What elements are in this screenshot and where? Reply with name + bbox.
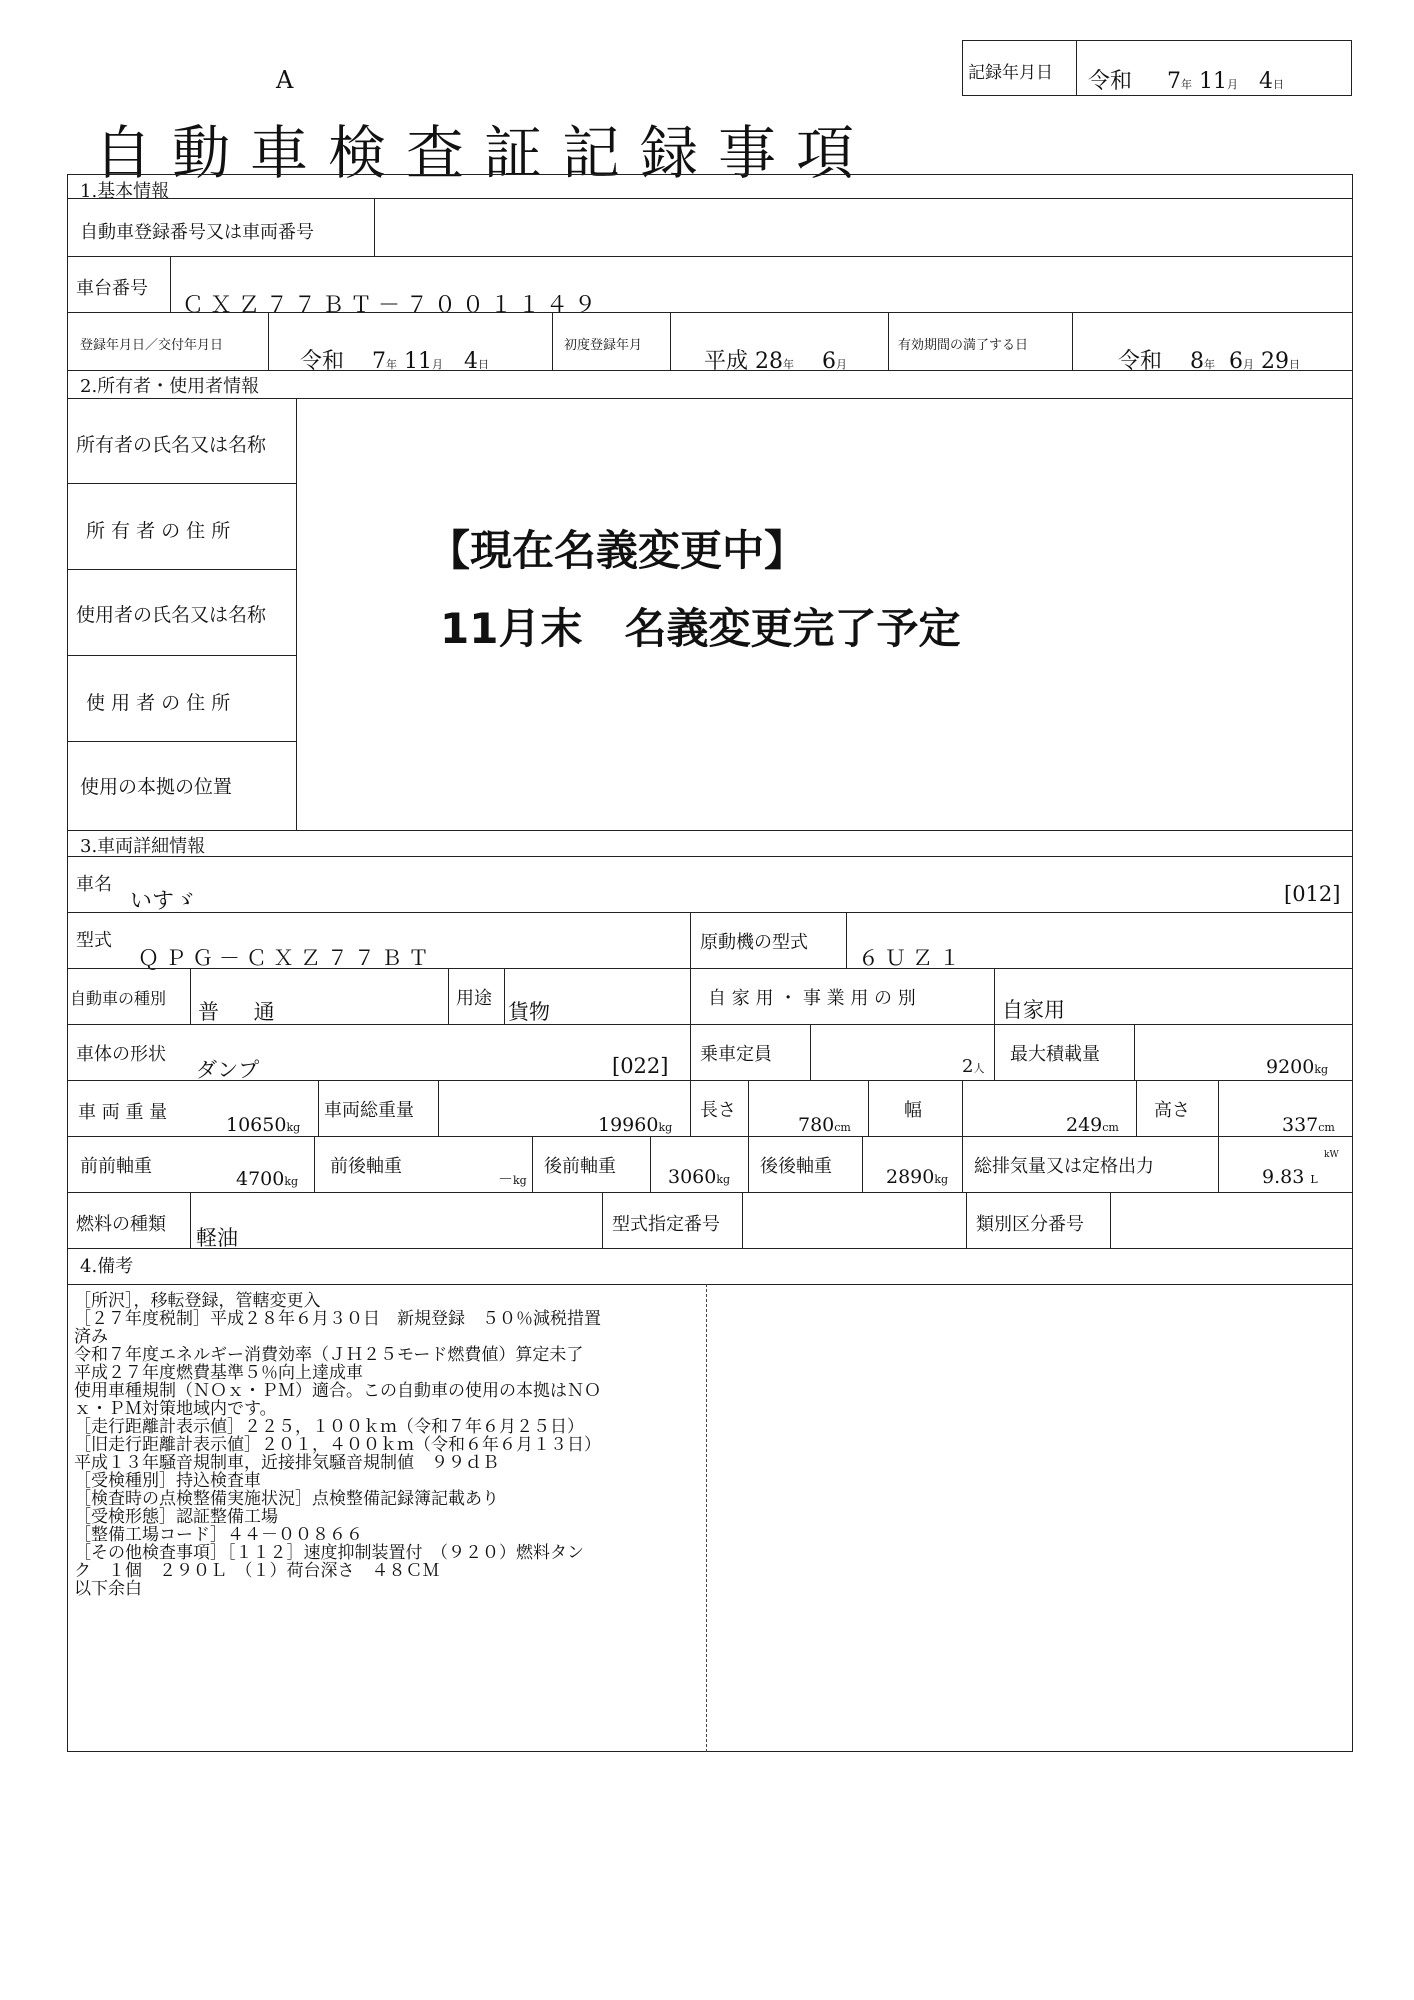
expiry-label: 有効期間の満了する日 <box>898 338 1029 353</box>
owner-name-label: 所有者の氏名又は名称 <box>76 434 267 456</box>
user-name-label: 使用者の氏名又は名称 <box>76 604 267 626</box>
ff-axle-value: 4700kg <box>236 1168 299 1190</box>
height-label: 高さ <box>1154 1100 1190 1121</box>
body-code: [022] <box>612 1054 669 1078</box>
car-name-code: [012] <box>1284 882 1341 906</box>
body-label: 車体の形状 <box>76 1044 166 1065</box>
use-value: 貨物 <box>508 1000 550 1024</box>
chassis-value: ＣＸＺ７７ＢＴ－７００１１４９ <box>182 293 603 318</box>
car-name-value: いすゞ <box>130 889 197 914</box>
use-label: 用途 <box>456 988 492 1009</box>
model-label: 型式 <box>76 930 112 951</box>
remarks-text <box>74 1292 601 1598</box>
length-value: 780cm <box>798 1114 851 1136</box>
engine-label: 原動機の型式 <box>700 932 808 953</box>
fuel-label: 燃料の種類 <box>76 1214 166 1235</box>
remark-line: ［２７年度税制］平成２８年６月３０日 新規登録 ５０％減税措置 <box>74 1309 601 1329</box>
remark-line: ［受検形態］認証整備工場 <box>74 1507 278 1527</box>
capacity-value: 2人 <box>962 1056 985 1077</box>
rr-axle-value: 2890kg <box>886 1166 949 1188</box>
document-title: 自動車検査証記録事項 <box>94 119 875 187</box>
expiry-value: 令和 8年 6月 29日 <box>1118 349 1300 374</box>
base-location-label: 使用の本拠の位置 <box>80 776 233 798</box>
max-load-value: 9200kg <box>1266 1056 1329 1078</box>
displacement-label: 総排気量又は定格出力 <box>974 1156 1154 1177</box>
rf-axle-value: 3060kg <box>668 1166 731 1188</box>
displacement-unit-kw: kW <box>1324 1150 1339 1160</box>
fr-axle-label: 前後軸重 <box>330 1156 402 1177</box>
fr-axle-value: －kg <box>498 1170 527 1188</box>
remarks-divider <box>706 1284 707 1752</box>
remark-line: ［整備工場コード］４４－００８６６ <box>74 1525 363 1545</box>
fuel-value: 軽油 <box>196 1226 238 1250</box>
remark-line: ［走行距離計表示値］２２５，１００ｋｍ（令和７年６月２５日） <box>74 1417 584 1437</box>
width-value: 249cm <box>1066 1114 1119 1136</box>
gross-label: 車両総重量 <box>324 1100 414 1121</box>
remark-line: ［所沢］，移転登録，管轄変更入 <box>74 1291 321 1311</box>
height-value: 337cm <box>1282 1114 1335 1136</box>
remark-line: 平成１３年騒音規制車，近接排気騒音規制値 ９９ｄＢ <box>74 1453 499 1473</box>
record-date-label: 記録年月日 <box>968 63 1053 83</box>
section-remarks-title: 4.備考 <box>80 1256 134 1277</box>
capacity-label: 乗車定員 <box>700 1044 772 1065</box>
weight-value: 10650kg <box>226 1114 301 1136</box>
section-vehicle-title: 3.車両詳細情報 <box>80 836 206 857</box>
model-value: ＱＰＧ－ＣＸＺ７７ＢＴ <box>138 946 435 970</box>
remark-line: 済み <box>74 1327 108 1347</box>
first-reg-value: 平成 28年 6月 <box>704 349 847 374</box>
remark-line: ク １個 ２９０Ｌ （１）荷台深さ ４８ＣＭ <box>74 1561 440 1581</box>
section-basic-title: 1.基本情報 <box>80 181 170 202</box>
type-designation-label: 型式指定番号 <box>612 1214 720 1235</box>
gross-value: 19960kg <box>598 1114 673 1136</box>
displacement-value: 9.83 L <box>1262 1166 1318 1188</box>
car-name-label: 車名 <box>76 874 112 895</box>
private-value: 自家用 <box>1002 998 1065 1022</box>
corner-mark: A <box>276 66 294 94</box>
kind-label: 自動車の種別 <box>70 989 167 1008</box>
rr-axle-label: 後後軸重 <box>760 1156 832 1177</box>
owner-address-label: 所 有 者 の 住 所 <box>86 520 231 542</box>
record-date-value: 令和 7年 11月 4日 <box>1088 69 1284 94</box>
remark-line: 平成２７年度燃費基準５％向上達成車 <box>74 1363 363 1383</box>
remark-line: 令和７年度エネルギー消費効率（ＪＨ２５モード燃費値）算定未了 <box>74 1345 584 1365</box>
body-value: ダンプ <box>196 1058 260 1082</box>
chassis-label: 車台番号 <box>76 278 148 299</box>
width-label: 幅 <box>904 1100 922 1121</box>
ff-axle-label: 前前軸重 <box>80 1156 152 1177</box>
reg-number-label: 自動車登録番号又は車両番号 <box>80 222 314 243</box>
kind-value: 普 通 <box>198 1000 289 1024</box>
private-label: 自 家 用 ・ 事 業 用 の 別 <box>708 988 916 1009</box>
first-reg-label: 初度登録年月 <box>564 338 643 353</box>
reg-date-value: 令和 7年 11月 4日 <box>300 349 489 374</box>
remark-line: ［受検種別］持込検査車 <box>74 1471 261 1491</box>
remark-line: 以下余白 <box>74 1579 142 1599</box>
max-load-label: 最大積載量 <box>1010 1044 1100 1065</box>
remark-line: ［その他検査事項］［１１２］速度抑制装置付 （９２０）燃料タン <box>74 1543 584 1563</box>
remark-line: ［旧走行距離計表示値］２０１，４００ｋｍ（令和６年６月１３日） <box>74 1435 601 1455</box>
name-change-notice: 【現在名義変更中】 <box>428 526 807 575</box>
length-label: 長さ <box>700 1100 736 1121</box>
section-owner-title: 2.所有者・使用者情報 <box>80 376 260 397</box>
weight-label: 車 両 重 量 <box>78 1102 168 1123</box>
reg-date-label: 登録年月日／交付年月日 <box>80 338 224 353</box>
category-label: 類別区分番号 <box>976 1214 1084 1235</box>
user-address-label: 使 用 者 の 住 所 <box>86 692 231 714</box>
remark-line: ［検査時の点検整備実施状況］点検整備記録簿記載あり <box>74 1489 499 1509</box>
engine-value: ６ＵＺ１ <box>858 946 966 970</box>
remark-line: ｘ・ＰＭ対策地域内です。 <box>74 1399 277 1419</box>
name-change-schedule: 11月末 名義変更完了予定 <box>440 604 961 653</box>
rf-axle-label: 後前軸重 <box>544 1156 616 1177</box>
remark-line: 使用車種規制（ＮＯｘ・ＰＭ）適合。この自動車の使用の本拠はＮＯ <box>74 1381 601 1401</box>
